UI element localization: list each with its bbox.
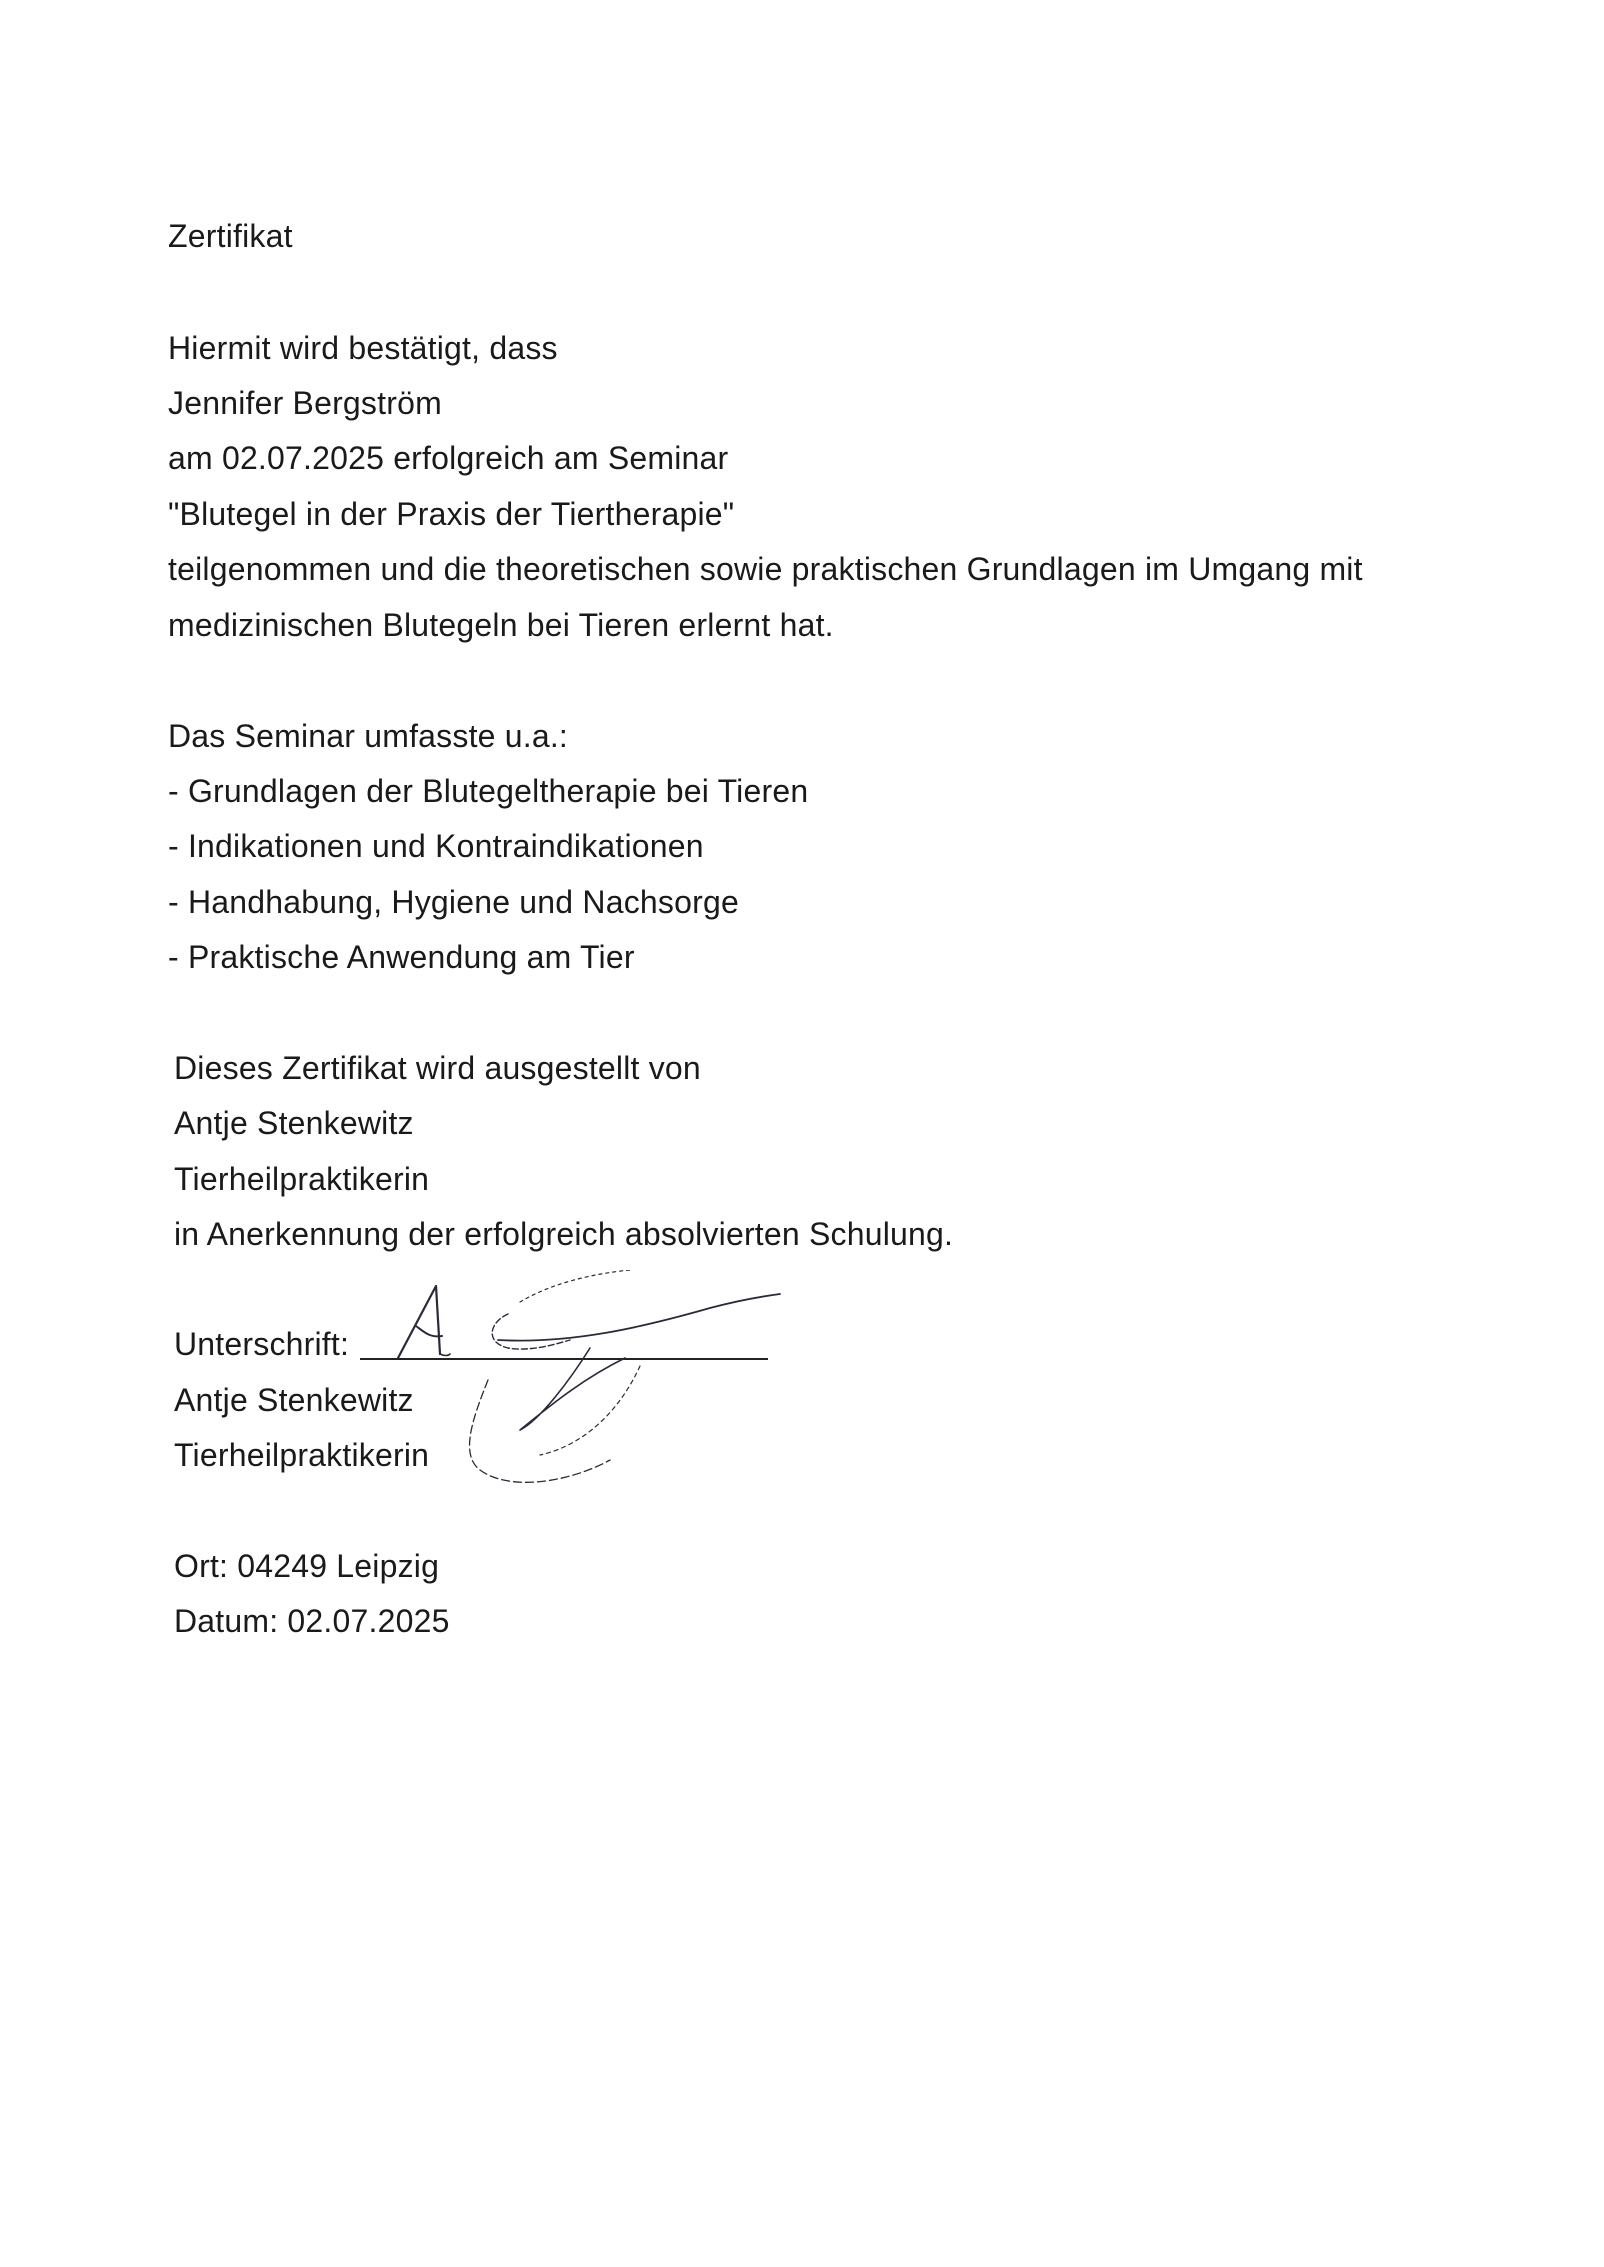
intro-line-1: Hiermit wird bestätigt, dass bbox=[168, 330, 558, 366]
contents-item: - Grundlagen der Blutegeltherapie bei Tieren bbox=[168, 773, 809, 809]
date: Datum: 02.07.2025 bbox=[174, 1603, 450, 1639]
contents-heading: Das Seminar umfasste u.a.: bbox=[168, 718, 569, 754]
place: Ort: 04249 Leipzig bbox=[174, 1548, 440, 1584]
handwritten-signature bbox=[380, 1270, 840, 1500]
signature-label: Unterschrift: bbox=[174, 1326, 350, 1362]
issuer-name: Antje Stenkewitz bbox=[174, 1105, 414, 1141]
intro-line-3: am 02.07.2025 erfolgreich am Seminar bbox=[168, 440, 729, 476]
issuer-line-4: in Anerkennung der erfolgreich absolvierten Schulung. bbox=[174, 1216, 954, 1252]
signer-name: Antje Stenkewitz bbox=[174, 1382, 414, 1418]
seminar-title: "Blutegel in der Praxis der Tiertherapie" bbox=[168, 496, 735, 532]
certificate-title: Zertifikat bbox=[168, 218, 293, 254]
participant-name: Jennifer Bergström bbox=[168, 385, 442, 421]
contents-item: - Praktische Anwendung am Tier bbox=[168, 939, 635, 975]
signer-role: Tierheilpraktikerin bbox=[174, 1437, 430, 1473]
contents-item: - Handhabung, Hygiene und Nachsorge bbox=[168, 884, 739, 920]
issuer-line-1: Dieses Zertifikat wird ausgestellt von bbox=[174, 1050, 701, 1086]
intro-line-6: medizinischen Blutegeln bei Tieren erlernt hat. bbox=[168, 607, 834, 643]
contents-item: - Indikationen und Kontraindikationen bbox=[168, 828, 704, 864]
intro-line-5: teilgenommen und die theoretischen sowie praktischen Grundlagen im Umgang mit bbox=[168, 551, 1363, 587]
issuer-role: Tierheilpraktikerin bbox=[174, 1161, 430, 1197]
